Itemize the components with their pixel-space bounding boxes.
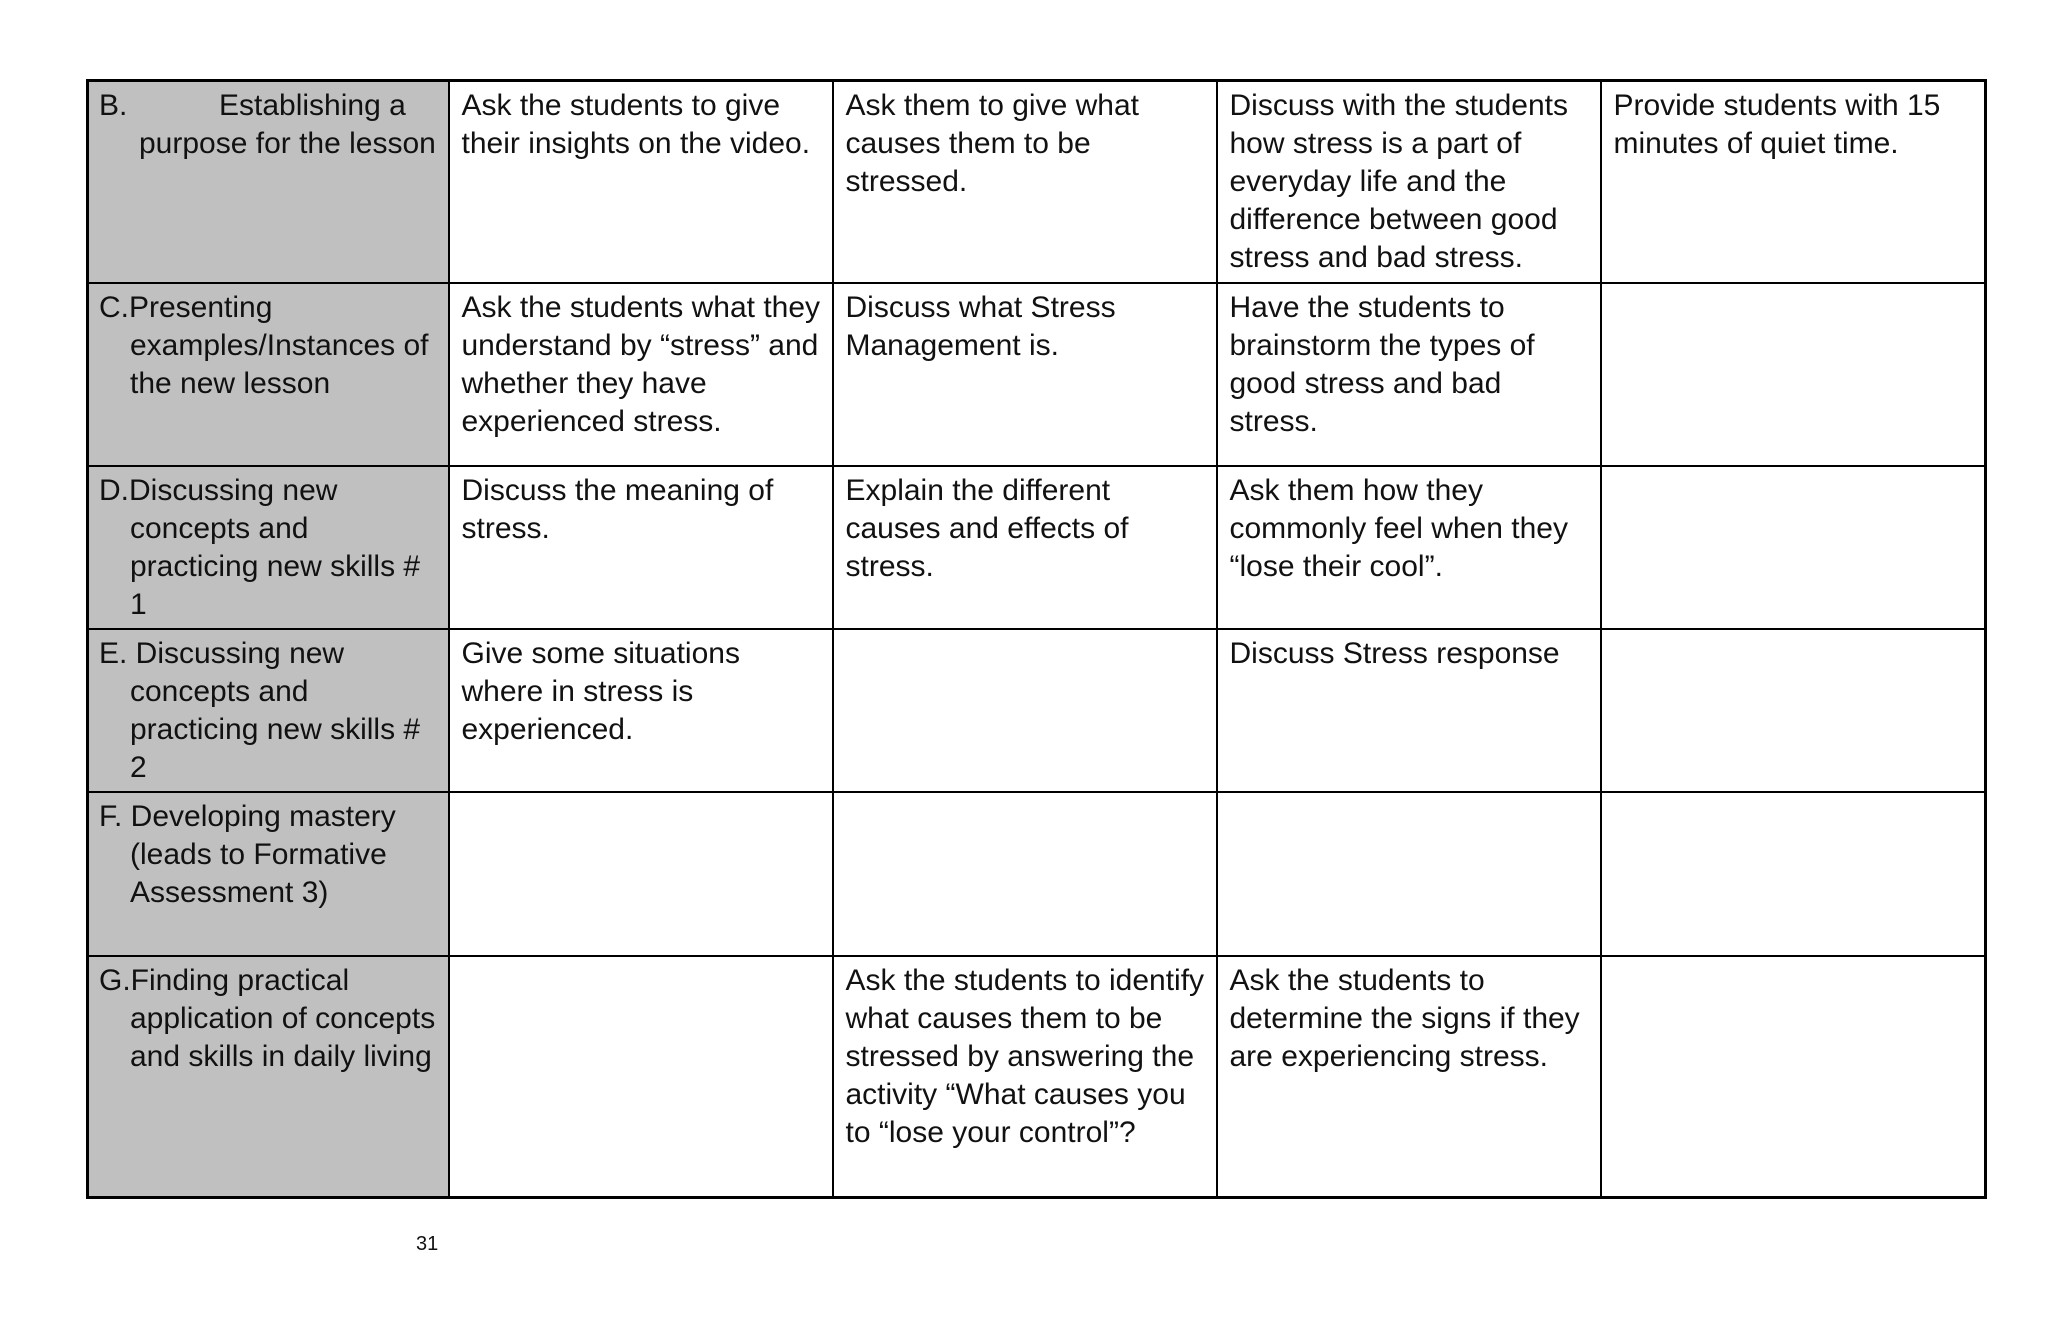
table-cell: Ask the students to determine the signs if they are experiencing stress.: [1217, 956, 1601, 1198]
table-row: [88, 629, 1986, 792]
table-cell: Ask the students what they understand by “stress” and whether they have experienced stress.: [449, 283, 833, 466]
table-cell: Discuss what Stress Management is.: [833, 283, 1217, 466]
table-cell: [1217, 792, 1601, 956]
table-row: [88, 792, 1986, 956]
row-label-cell: [88, 466, 449, 629]
row-label-cell: [88, 956, 449, 1198]
table-cell: [1601, 956, 1986, 1198]
table-cell: Explain the different causes and effects of stress.: [833, 466, 1217, 629]
table-cell: [449, 956, 833, 1198]
row-label: F. Developing mastery (leads to Formative Assessment 3): [99, 799, 396, 909]
row-label: D.Discussing new concepts and practicing new skills # 1: [99, 473, 421, 621]
table-row: [88, 81, 1986, 283]
row-label: C.Presenting examples/Instances of the new lesson: [99, 290, 429, 400]
table-cell: Give some situations where in stress is experienced.: [449, 629, 833, 792]
table-cell: [833, 629, 1217, 792]
table-cell: Ask them how they commonly feel when they “lose their cool”.: [1217, 466, 1601, 629]
table-cell: [1601, 466, 1986, 629]
table-row: [88, 956, 1986, 1198]
row-label: E. Discussing new concepts and practicing new skills # 2: [99, 636, 421, 784]
table-row: [88, 466, 1986, 629]
table-cell: Provide students with 15 minutes of quiet time.: [1601, 81, 1986, 283]
table-cell: Discuss the meaning of stress.: [449, 466, 833, 629]
lesson-plan-table: [86, 79, 1987, 1199]
row-label: Establishing a purpose for the lesson: [139, 89, 436, 160]
row-label-cell: [88, 792, 449, 956]
table-cell: [1601, 629, 1986, 792]
row-label-letter: B.: [99, 89, 128, 122]
table-cell: Ask the students to identify what causes them to be stressed by answering the activity “What causes you to “lose your control”?: [833, 956, 1217, 1198]
table-cell: Ask them to give what causes them to be stressed.: [833, 81, 1217, 283]
table-cell: Discuss with the students how stress is a part of everyday life and the difference between good stress and bad stress.: [1217, 81, 1601, 283]
page-number: 31: [416, 1233, 439, 1255]
table-cell: [833, 792, 1217, 956]
table-cell: Have the students to brainstorm the types of good stress and bad stress.: [1217, 283, 1601, 466]
table-cell: Ask the students to give their insights on the video.: [449, 81, 833, 283]
row-label-cell: [88, 629, 449, 792]
table-cell: Discuss Stress response: [1217, 629, 1601, 792]
table-cell: [1601, 283, 1986, 466]
table-cell: [1601, 792, 1986, 956]
table-row: [88, 283, 1986, 466]
row-label-cell: [88, 283, 449, 466]
row-label-cell: [88, 81, 449, 283]
table-cell: [449, 792, 833, 956]
row-label: G.Finding practical application of concepts and skills in daily living: [99, 963, 436, 1073]
